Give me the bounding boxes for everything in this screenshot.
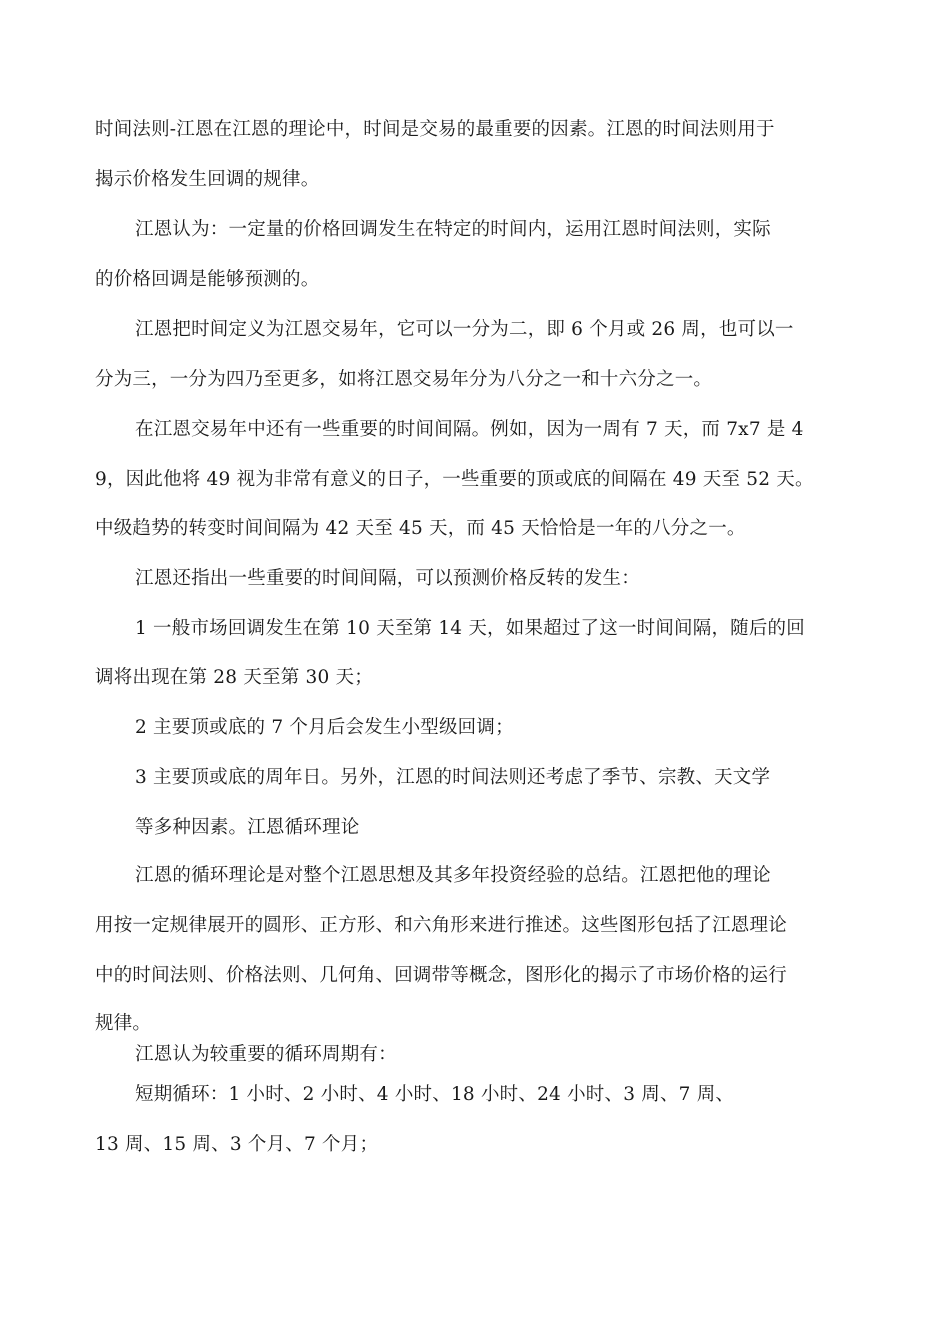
text-line: 等多种因素。江恩循环理论	[135, 817, 360, 838]
text-line: 揭示价格发生回调的规律。	[95, 169, 320, 190]
text-line: 的价格回调是能够预测的。	[95, 269, 320, 290]
text-line: 13 周、15 周、3 个月、7 个月；	[95, 1134, 379, 1155]
text-line: 江恩认为：一定量的价格回调发生在特定的时间内，运用江恩时间法则，实际	[135, 219, 771, 240]
text-line: 用按一定规律展开的圆形、正方形、和六角形来进行推述。这些图形包括了江恩理论	[95, 915, 787, 936]
text-line: 江恩把时间定义为江恩交易年，它可以一分为二，即 6 个月或 26 周，也可以一	[135, 319, 794, 340]
text-line: 规律。	[95, 1013, 152, 1034]
text-line: 江恩还指出一些重要的时间间隔，可以预测价格反转的发生：	[135, 568, 640, 589]
list-item-3: 3 主要顶或底的周年日。另外，江恩的时间法则还考虑了季节、宗教、天文学	[135, 767, 771, 788]
list-item-1: 1 一般市场回调发生在第 10 天至第 14 天，如果超过了这一时间间隔，随后的回	[135, 618, 805, 639]
text-line: 调将出现在第 28 天至第 30 天；	[95, 667, 373, 688]
text-line: 江恩认为较重要的循环周期有：	[135, 1044, 397, 1065]
text-line: 江恩的循环理论是对整个江恩思想及其多年投资经验的总结。江恩把他的理论	[135, 865, 771, 886]
list-item-2: 2 主要顶或底的 7 个月后会发生小型级回调；	[135, 717, 514, 738]
text-line: 中的时间法则、价格法则、几何角、回调带等概念，图形化的揭示了市场价格的运行	[95, 965, 787, 986]
text-line: 9，因此他将 49 视为非常有意义的日子，一些重要的顶或底的间隔在 49 天至 52 天。	[95, 469, 814, 490]
text-line: 分为三，一分为四乃至更多，如将江恩交易年分为八分之一和十六分之一。	[95, 369, 713, 390]
text-line: 中级趋势的转变时间间隔为 42 天至 45 天，而 45 天恰恰是一年的八分之一。	[95, 518, 746, 539]
text-line: 在江恩交易年中还有一些重要的时间间隔。例如，因为一周有 7 天，而 7x7 是 4	[135, 419, 804, 440]
text-line: 时间法则-江恩在江恩的理论中，时间是交易的最重要的因素。江恩的时间法则用于	[95, 119, 775, 140]
text-line: 短期循环：1 小时、2 小时、4 小时、18 小时、24 小时、3 周、7 周、	[135, 1084, 735, 1105]
